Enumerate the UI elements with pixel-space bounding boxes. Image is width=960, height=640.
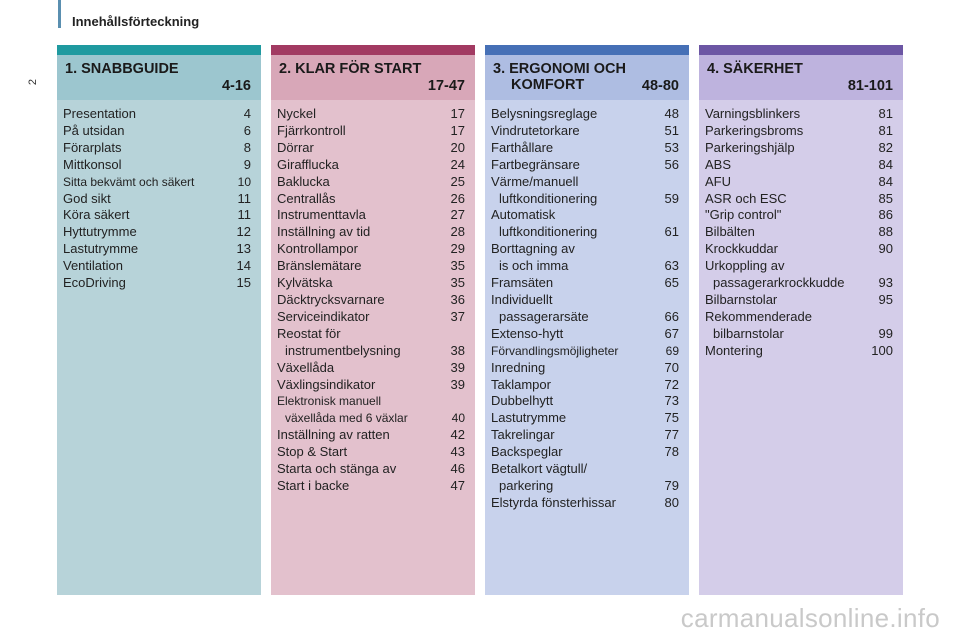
toc-entry-label: Mittkonsol bbox=[63, 156, 122, 172]
toc-entry-page: 86 bbox=[878, 207, 893, 223]
toc-entry-label: Däcktrycksvarnare bbox=[277, 291, 385, 307]
toc-entry-label: Kylvätska bbox=[277, 275, 333, 291]
toc-entry[interactable] bbox=[705, 207, 893, 224]
toc-entry-page bbox=[871, 309, 893, 326]
toc-entry-page: 11 bbox=[237, 190, 251, 206]
toc-entry-label: På utsidan bbox=[63, 122, 125, 138]
toc-entry[interactable] bbox=[277, 393, 465, 410]
toc-entry[interactable] bbox=[491, 123, 679, 140]
toc-entry[interactable] bbox=[491, 292, 679, 309]
toc-entry-page bbox=[657, 461, 679, 478]
toc-entry[interactable] bbox=[277, 123, 465, 140]
toc-entry-page: 95 bbox=[878, 291, 893, 307]
toc-entry-label: Hyttutrymme bbox=[63, 224, 137, 240]
toc-entry[interactable] bbox=[277, 427, 465, 444]
section-accent-bar bbox=[485, 45, 689, 55]
toc-entry[interactable] bbox=[63, 258, 251, 275]
toc-entry[interactable] bbox=[491, 174, 679, 191]
toc-entry[interactable] bbox=[491, 326, 679, 343]
toc-entry-page: 67 bbox=[664, 325, 679, 341]
toc-entry[interactable] bbox=[491, 343, 679, 360]
toc-entry-page: 29 bbox=[450, 241, 465, 257]
toc-entry[interactable] bbox=[491, 224, 679, 241]
toc-entry-label: AFU bbox=[705, 173, 731, 189]
toc-entry[interactable] bbox=[491, 157, 679, 174]
toc-entry-label: Start i backe bbox=[277, 477, 350, 493]
toc-entry-label: Vindrutetorkare bbox=[491, 122, 580, 138]
toc-entry[interactable] bbox=[277, 224, 465, 241]
section-items bbox=[57, 100, 261, 292]
toc-entry-page bbox=[443, 326, 465, 343]
toc-entry[interactable] bbox=[491, 258, 679, 275]
toc-entry-page: 75 bbox=[664, 410, 679, 426]
section-page-range: 81-101 bbox=[847, 78, 893, 94]
toc-entry-page: 12 bbox=[236, 224, 251, 240]
toc-entry-page: 24 bbox=[450, 156, 465, 172]
toc-entry-label: Starta och stänga av bbox=[277, 461, 397, 477]
toc-entry-label: God sikt bbox=[63, 190, 111, 206]
section-page-range: 4-16 bbox=[221, 78, 251, 94]
toc-entry[interactable] bbox=[277, 106, 465, 123]
toc-entry-label: Extenso-hytt bbox=[491, 325, 564, 341]
toc-entry-page bbox=[871, 258, 893, 275]
toc-entry-label: Dörrar bbox=[277, 139, 314, 155]
toc-entry-label: Borttagning av bbox=[491, 241, 575, 257]
toc-entry[interactable] bbox=[63, 140, 251, 157]
section-items bbox=[485, 100, 689, 512]
toc-entry-label: Köra säkert bbox=[63, 207, 130, 223]
toc-entry[interactable] bbox=[277, 174, 465, 191]
toc-entry[interactable] bbox=[277, 292, 465, 309]
toc-entry-page: 81 bbox=[878, 106, 893, 121]
toc-entry-label: ASR och ESC bbox=[705, 190, 787, 206]
toc-entry-label: luftkonditionering bbox=[499, 224, 598, 240]
toc-entry-page: 28 bbox=[450, 224, 465, 240]
header-rule bbox=[58, 0, 61, 28]
toc-entry-page: 56 bbox=[664, 156, 679, 172]
section-column-1 bbox=[57, 45, 261, 595]
toc-entry-label: Framsäten bbox=[491, 275, 554, 291]
section-title-line2: KOMFORT bbox=[511, 77, 585, 93]
toc-entry-page: 63 bbox=[664, 258, 679, 274]
toc-entry-page: 11 bbox=[237, 207, 251, 223]
toc-entry-page: 84 bbox=[878, 156, 893, 172]
toc-entry-label: Förvandlingsmöjligheter bbox=[491, 343, 619, 358]
toc-entry-page: 69 bbox=[665, 343, 679, 358]
toc-entry[interactable] bbox=[705, 106, 893, 123]
toc-entry[interactable] bbox=[277, 326, 465, 343]
toc-entry-label: Takrelingar bbox=[491, 427, 555, 443]
toc-entry-page: 59 bbox=[664, 190, 679, 206]
toc-entry-page: 40 bbox=[451, 411, 465, 426]
toc-entry-label: Lastutrymme bbox=[491, 410, 567, 426]
toc-entry[interactable] bbox=[491, 275, 679, 292]
toc-entry-page: 48 bbox=[664, 106, 679, 121]
toc-entry-label: parkering bbox=[499, 477, 554, 493]
toc-entry[interactable] bbox=[491, 241, 679, 258]
toc-entry[interactable] bbox=[705, 157, 893, 174]
section-page-range: 48-80 bbox=[641, 78, 679, 94]
toc-entry-label: Instrumenttavla bbox=[277, 207, 366, 223]
toc-entry[interactable] bbox=[63, 191, 251, 208]
toc-entry-page: 61 bbox=[664, 224, 679, 240]
toc-entry-label: Dubbelhytt bbox=[491, 393, 554, 409]
toc-entry[interactable] bbox=[705, 224, 893, 241]
toc-entry-page: 82 bbox=[878, 139, 893, 155]
toc-entry-page: 78 bbox=[664, 444, 679, 460]
toc-entry[interactable] bbox=[491, 309, 679, 326]
toc-entry[interactable] bbox=[277, 377, 465, 394]
toc-entry-label: Taklampor bbox=[491, 376, 551, 392]
toc-entry[interactable] bbox=[277, 343, 465, 360]
toc-entry[interactable] bbox=[277, 258, 465, 275]
toc-entry-label: Inställning av ratten bbox=[277, 427, 390, 443]
toc-entry-label: Individuellt bbox=[491, 291, 553, 307]
toc-entry-label: Presentation bbox=[63, 106, 136, 121]
toc-entry-label: Kontrollampor bbox=[277, 241, 358, 257]
toc-entry-label: Bränslemätare bbox=[277, 258, 362, 274]
toc-entry-label: Girafflucka bbox=[277, 156, 339, 172]
toc-entry[interactable] bbox=[277, 241, 465, 258]
toc-entry[interactable] bbox=[705, 275, 893, 292]
toc-entry-page bbox=[657, 207, 679, 224]
toc-entry[interactable] bbox=[491, 427, 679, 444]
watermark: carmanualsonline.info bbox=[680, 603, 940, 633]
toc-entry-label: passagerarkrockkudde bbox=[713, 275, 845, 291]
toc-entry-page: 90 bbox=[878, 241, 893, 257]
toc-entry-page bbox=[657, 174, 679, 191]
toc-entry[interactable] bbox=[705, 140, 893, 157]
section-title: 2. KLAR FÖR START bbox=[279, 61, 422, 77]
toc-entry-page: 100 bbox=[871, 342, 893, 358]
toc-entry-label: passagerarsäte bbox=[499, 308, 589, 324]
toc-entry-page: 85 bbox=[878, 190, 893, 206]
toc-entry[interactable] bbox=[491, 444, 679, 461]
toc-entry-label: Nyckel bbox=[277, 106, 317, 121]
toc-entry-label: Parkeringshjälp bbox=[705, 139, 795, 155]
toc-entry-label: växellåda med 6 växlar bbox=[285, 411, 408, 426]
toc-entry-label: ABS bbox=[705, 156, 732, 172]
toc-entry[interactable] bbox=[277, 478, 465, 495]
toc-entry[interactable] bbox=[63, 157, 251, 174]
toc-entry-page: 93 bbox=[878, 275, 893, 291]
toc-entry-page: 53 bbox=[664, 139, 679, 155]
toc-entry-page: 42 bbox=[450, 427, 465, 443]
toc-entry-label: Krockkuddar bbox=[705, 241, 778, 257]
toc-entry-page: 4 bbox=[243, 106, 251, 121]
toc-entry-label: Lastutrymme bbox=[63, 241, 139, 257]
toc-entry-page: 51 bbox=[664, 122, 679, 138]
toc-entry[interactable] bbox=[277, 309, 465, 326]
toc-entry[interactable] bbox=[491, 207, 679, 224]
section-header[interactable] bbox=[485, 55, 689, 100]
toc-entry-label: Reostat för bbox=[277, 325, 341, 341]
toc-entry-page: 17 bbox=[450, 122, 465, 138]
toc-entry-page: 73 bbox=[664, 393, 679, 409]
toc-entry-page: 47 bbox=[450, 477, 465, 493]
toc-entry[interactable] bbox=[63, 123, 251, 140]
toc-entry[interactable] bbox=[277, 461, 465, 478]
toc-entry-label: Baklucka bbox=[277, 173, 330, 189]
toc-entry[interactable] bbox=[277, 410, 465, 427]
toc-entry[interactable] bbox=[277, 275, 465, 292]
section-header[interactable] bbox=[271, 55, 475, 100]
toc-entry-page: 20 bbox=[450, 139, 465, 155]
toc-entry-page: 36 bbox=[450, 291, 465, 307]
page-title: Innehållsförteckning bbox=[72, 14, 200, 29]
toc-entry[interactable] bbox=[63, 275, 251, 292]
section-column-4 bbox=[699, 45, 903, 595]
toc-entry-label: Växlingsindikator bbox=[277, 376, 376, 392]
toc-entry[interactable] bbox=[63, 241, 251, 258]
toc-entry[interactable] bbox=[705, 292, 893, 309]
toc-entry[interactable] bbox=[491, 461, 679, 478]
toc-entry-label: bilbarnstolar bbox=[713, 325, 784, 341]
toc-entry-label: Centrallås bbox=[277, 190, 336, 206]
toc-entry[interactable] bbox=[491, 106, 679, 123]
toc-entry-label: "Grip control" bbox=[705, 207, 782, 223]
toc-entry-page: 14 bbox=[236, 258, 251, 274]
section-header[interactable] bbox=[57, 55, 261, 100]
toc-entry-page: 80 bbox=[664, 494, 679, 510]
toc-entry-page: 15 bbox=[236, 275, 251, 291]
toc-entry-page bbox=[657, 292, 679, 309]
toc-entry-page: 46 bbox=[450, 461, 465, 477]
toc-entry-page: 8 bbox=[243, 139, 251, 155]
toc-entry[interactable] bbox=[63, 174, 251, 191]
toc-entry-label: Sitta bekvämt och säkert bbox=[63, 174, 195, 189]
toc-entry[interactable] bbox=[491, 360, 679, 377]
toc-entry[interactable] bbox=[705, 123, 893, 140]
toc-entry-label: Fartbegränsare bbox=[491, 156, 580, 172]
toc-entry-label: instrumentbelysning bbox=[285, 342, 401, 358]
toc-entry-page: 99 bbox=[878, 325, 893, 341]
toc-entry-page: 39 bbox=[450, 359, 465, 375]
toc-entry-page: 70 bbox=[664, 359, 679, 375]
section-page-range: 17-47 bbox=[427, 78, 465, 94]
toc-entry-page: 88 bbox=[878, 224, 893, 240]
toc-entry-label: Elektronisk manuell bbox=[277, 394, 382, 409]
toc-entry[interactable] bbox=[705, 191, 893, 208]
toc-entry-label: Bilbälten bbox=[705, 224, 755, 240]
section-items bbox=[699, 100, 903, 360]
toc-entry-page: 35 bbox=[450, 275, 465, 291]
toc-entry-page: 38 bbox=[450, 342, 465, 358]
toc-entry-page: 10 bbox=[237, 174, 251, 189]
toc-entry-page: 35 bbox=[450, 258, 465, 274]
toc-entry-page: 81 bbox=[878, 122, 893, 138]
toc-entry-label: Bilbarnstolar bbox=[705, 291, 778, 307]
toc-entry-label: Varningsblinkers bbox=[705, 106, 801, 121]
toc-entry-label: Stop & Start bbox=[277, 444, 348, 460]
toc-entry-page: 72 bbox=[664, 376, 679, 392]
section-column-3 bbox=[485, 45, 689, 595]
toc-entry-page: 27 bbox=[450, 207, 465, 223]
toc-entry-label: Förarplats bbox=[63, 139, 122, 155]
toc-entry[interactable] bbox=[277, 444, 465, 461]
toc-entry-label: is och imma bbox=[499, 258, 569, 274]
toc-entry-label: Betalkort vägtull/ bbox=[491, 461, 588, 477]
toc-entry-label: Inställning av tid bbox=[277, 224, 371, 240]
toc-entry-label: EcoDriving bbox=[63, 275, 126, 291]
toc-entry[interactable] bbox=[491, 191, 679, 208]
toc-entry[interactable] bbox=[63, 106, 251, 123]
toc-entry[interactable] bbox=[705, 258, 893, 275]
toc-entry-label: Montering bbox=[705, 342, 763, 358]
section-items bbox=[271, 100, 475, 495]
section-title: 3. ERGONOMI OCH bbox=[493, 61, 626, 77]
toc-entry[interactable] bbox=[491, 410, 679, 427]
section-accent-bar bbox=[699, 45, 903, 55]
toc-entry-label: Backspeglar bbox=[491, 444, 563, 460]
toc-entry-label: Urkoppling av bbox=[705, 258, 785, 274]
toc-entry-label: Parkeringsbroms bbox=[705, 122, 804, 138]
toc-entry-page: 25 bbox=[450, 173, 465, 189]
section-column-2 bbox=[271, 45, 475, 595]
toc-entry-page: 43 bbox=[450, 444, 465, 460]
toc-entry[interactable] bbox=[705, 309, 893, 326]
toc-entry-page bbox=[443, 393, 465, 410]
toc-entry-page: 26 bbox=[450, 190, 465, 206]
toc-entry-page: 9 bbox=[243, 156, 251, 172]
toc-entry-label: Elstyrda fönsterhissar bbox=[491, 494, 616, 510]
section-title: 4. SÄKERHET bbox=[707, 61, 803, 77]
toc-entry[interactable] bbox=[491, 393, 679, 410]
toc-entry[interactable] bbox=[277, 360, 465, 377]
toc-entry[interactable] bbox=[491, 478, 679, 495]
toc-entry[interactable] bbox=[277, 191, 465, 208]
toc-entry-page: 77 bbox=[664, 427, 679, 443]
toc-entry[interactable] bbox=[705, 241, 893, 258]
toc-entry-label: Fjärrkontroll bbox=[277, 122, 346, 138]
toc-entry-label: Ventilation bbox=[63, 258, 123, 274]
toc-entry-page: 13 bbox=[236, 241, 251, 257]
toc-entry[interactable] bbox=[491, 140, 679, 157]
section-accent-bar bbox=[271, 45, 475, 55]
toc-entry[interactable] bbox=[705, 343, 893, 360]
toc-entry-label: Farthållare bbox=[491, 139, 554, 155]
toc-entry-label: Växellåda bbox=[277, 359, 335, 375]
toc-entry[interactable] bbox=[277, 140, 465, 157]
page-number: 2 bbox=[27, 78, 40, 86]
toc-entry-label: Inredning bbox=[491, 359, 546, 375]
toc-entry[interactable] bbox=[277, 207, 465, 224]
toc-entry[interactable] bbox=[277, 157, 465, 174]
toc-entry-page: 65 bbox=[664, 275, 679, 291]
toc-entry-page: 6 bbox=[243, 122, 251, 138]
toc-entry[interactable] bbox=[491, 495, 679, 512]
toc-entry-page: 17 bbox=[450, 106, 465, 121]
toc-entry-label: Serviceindikator bbox=[277, 308, 370, 324]
toc-entry-page bbox=[657, 241, 679, 258]
section-title: 1. SNABBGUIDE bbox=[65, 61, 179, 77]
toc-entry-page: 39 bbox=[450, 376, 465, 392]
toc-entry-label: luftkonditionering bbox=[499, 190, 598, 206]
toc-entry-page: 37 bbox=[450, 308, 465, 324]
toc-entry-page: 84 bbox=[878, 173, 893, 189]
toc-entry[interactable] bbox=[63, 207, 251, 224]
toc-entry-label: Automatisk bbox=[491, 207, 556, 223]
section-header[interactable] bbox=[699, 55, 903, 100]
section-accent-bar bbox=[57, 45, 261, 55]
toc-entry-page: 79 bbox=[664, 477, 679, 493]
toc-entry-label: Värme/manuell bbox=[491, 173, 579, 189]
toc-entry-page: 66 bbox=[664, 308, 679, 324]
toc-entry[interactable] bbox=[491, 377, 679, 394]
toc-entry-label: Rekommenderade bbox=[705, 308, 812, 324]
toc-entry[interactable] bbox=[705, 326, 893, 343]
toc-entry[interactable] bbox=[705, 174, 893, 191]
toc-entry-label: Belysningsreglage bbox=[491, 106, 598, 121]
toc-entry[interactable] bbox=[63, 224, 251, 241]
